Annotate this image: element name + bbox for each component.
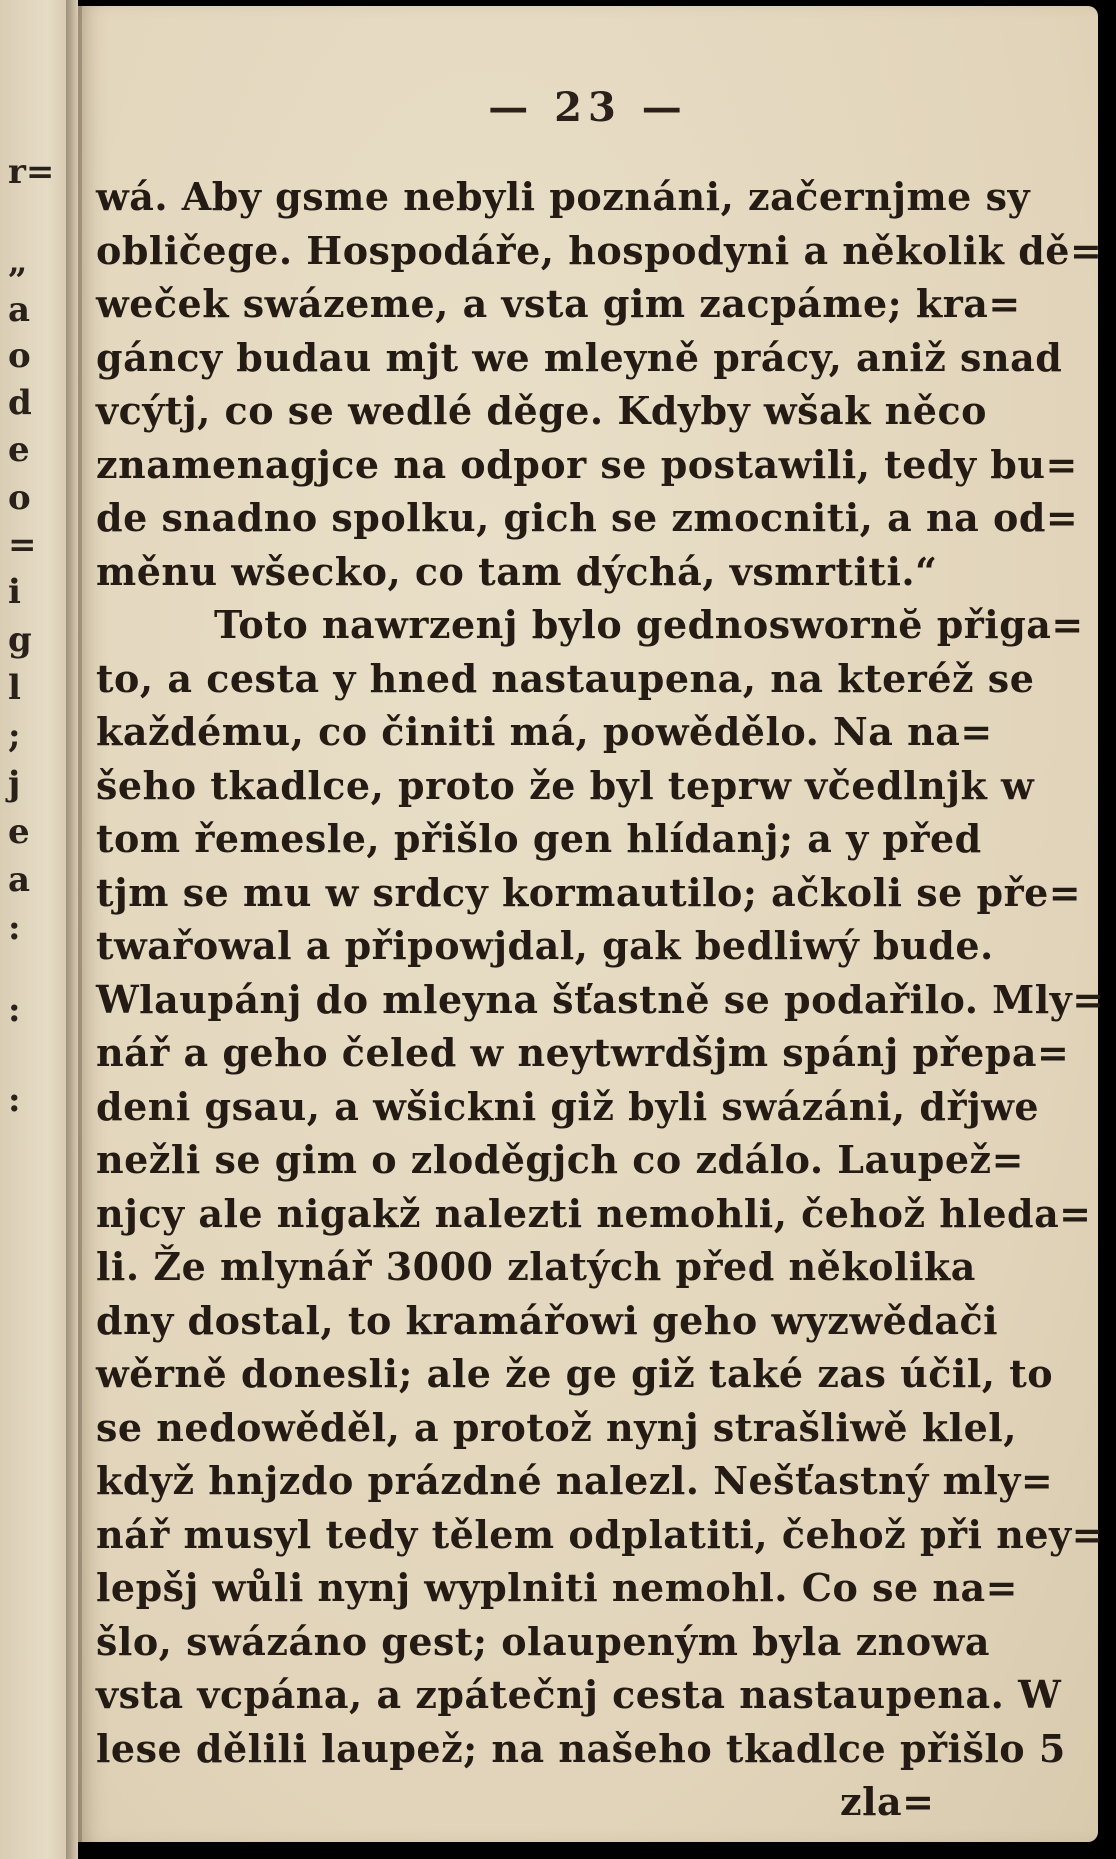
text-line: de snadno spolku, gich se zmocniti, a na od= <box>96 495 1079 540</box>
text-line: měnu wšecko, co tam dýchá, vsmrtiti.“ <box>96 548 938 594</box>
book-page <box>78 6 1105 1842</box>
prev-page-fragment: l <box>8 668 21 708</box>
prev-page-fragment: ; <box>8 716 21 756</box>
catchword: zla= <box>840 1779 935 1824</box>
page-number: — 23 — <box>488 84 688 131</box>
prev-page-fragment: : <box>8 990 21 1030</box>
prev-page-fragment: : <box>8 908 21 948</box>
prev-page-fragment: o <box>8 478 31 518</box>
text-line: nežli se gim o zloděgjch co zdálo. Laupež= <box>96 1137 1024 1182</box>
text-line: šlo, swázáno gest; olaupeným byla znowa <box>96 1618 990 1664</box>
prev-page-fragment: „ <box>8 242 28 282</box>
text-line: li. Že mlynář 3000 zlatých před několika <box>96 1244 976 1289</box>
prev-page-fragment: : <box>8 1080 21 1120</box>
prev-page-fragment: e <box>8 430 30 470</box>
text-line: když hnjzdo prázdné nalezl. Nešťastný mly= <box>96 1458 1054 1503</box>
text-line: wěrně donesli; ale že ge giž také zas účil, to <box>96 1351 1054 1396</box>
prev-page-fragment: a <box>8 860 31 900</box>
prev-page-fragment: r= <box>8 152 55 192</box>
text-line: vcýtj, co se wedlé děge. Kdyby wšak něco <box>96 388 987 433</box>
text-line: dny dostal, to kramářowi geho wyzwědači <box>96 1297 999 1343</box>
text-line: každému, co činiti má, powědělo. Na na= <box>96 709 993 754</box>
text-line: gáncy budau mjt we mleyně prácy, aniž snad <box>96 334 1063 380</box>
text-line: znamenagjce na odpor se postawili, tedy bu= <box>96 441 1078 487</box>
page-fold-shadow <box>78 6 82 1842</box>
prev-page-fragment: d <box>8 383 32 423</box>
text-line: deni gsau, a wšickni giž byli swázáni, dřjwe <box>96 1083 1040 1129</box>
text-line-paragraph-start: Toto nawrzenj bylo gednoswornĕ přiga= <box>214 602 1084 647</box>
prev-page-fragment: j <box>8 764 21 804</box>
text-line: nář a geho čeled w neytwrdšjm spánj přepa= <box>96 1030 1070 1075</box>
text-line: tjm se mu w srdcy kormautilo; ačkoli se pře= <box>96 869 1082 915</box>
text-line: tom řemesle, přišlo gen hlídanj; a y před <box>96 816 982 861</box>
text-line: twařowal a připowjdal, gak bedliwý bude. <box>96 923 994 968</box>
prev-page-fragment: a <box>8 290 31 330</box>
prev-page-fragment: g <box>8 620 32 660</box>
prev-page-fragment: i <box>8 572 21 612</box>
prev-page-fragment: o <box>8 336 31 376</box>
text-line: vsta vcpána, a zpátečnj cesta nastaupena. W <box>96 1672 1062 1717</box>
book-gutter <box>66 0 78 1859</box>
text-line: nář musyl tedy tělem odplatiti, čehož při ney= <box>96 1511 1104 1557</box>
text-line: weček swázeme, a vsta gim zacpáme; kra= <box>96 281 1021 326</box>
text-line: lepšj wůli nynj wyplniti nemohl. Co se na= <box>96 1565 1018 1610</box>
text-line: se nedowěděl, a protož nynj strašliwě klel, <box>96 1404 1017 1450</box>
prev-page-fragment: e <box>8 812 30 852</box>
page-body <box>96 170 1105 1829</box>
text-line: šeho tkadlce, proto že byl teprw včedlnjk w <box>96 762 1035 808</box>
prev-page-fragment: = <box>8 525 37 565</box>
text-line: lese dělili laupež; na našeho tkadlce přišlo 5 <box>96 1725 1066 1771</box>
text-line: to, a cesta y hned nastaupena, na kteréž se <box>96 655 1035 701</box>
text-line: njcy ale nigakž nalezti nemohli, čehož hleda= <box>96 1190 1092 1236</box>
text-line: wá. Aby gsme nebyli poznáni, začernjme sy <box>96 174 1031 219</box>
text-line: Wlaupánj do mleyna šťastně se podařilo. Mly= <box>96 976 1105 1022</box>
text-line: obličege. Hospodáře, hospodyni a několik dě= <box>96 227 1103 273</box>
